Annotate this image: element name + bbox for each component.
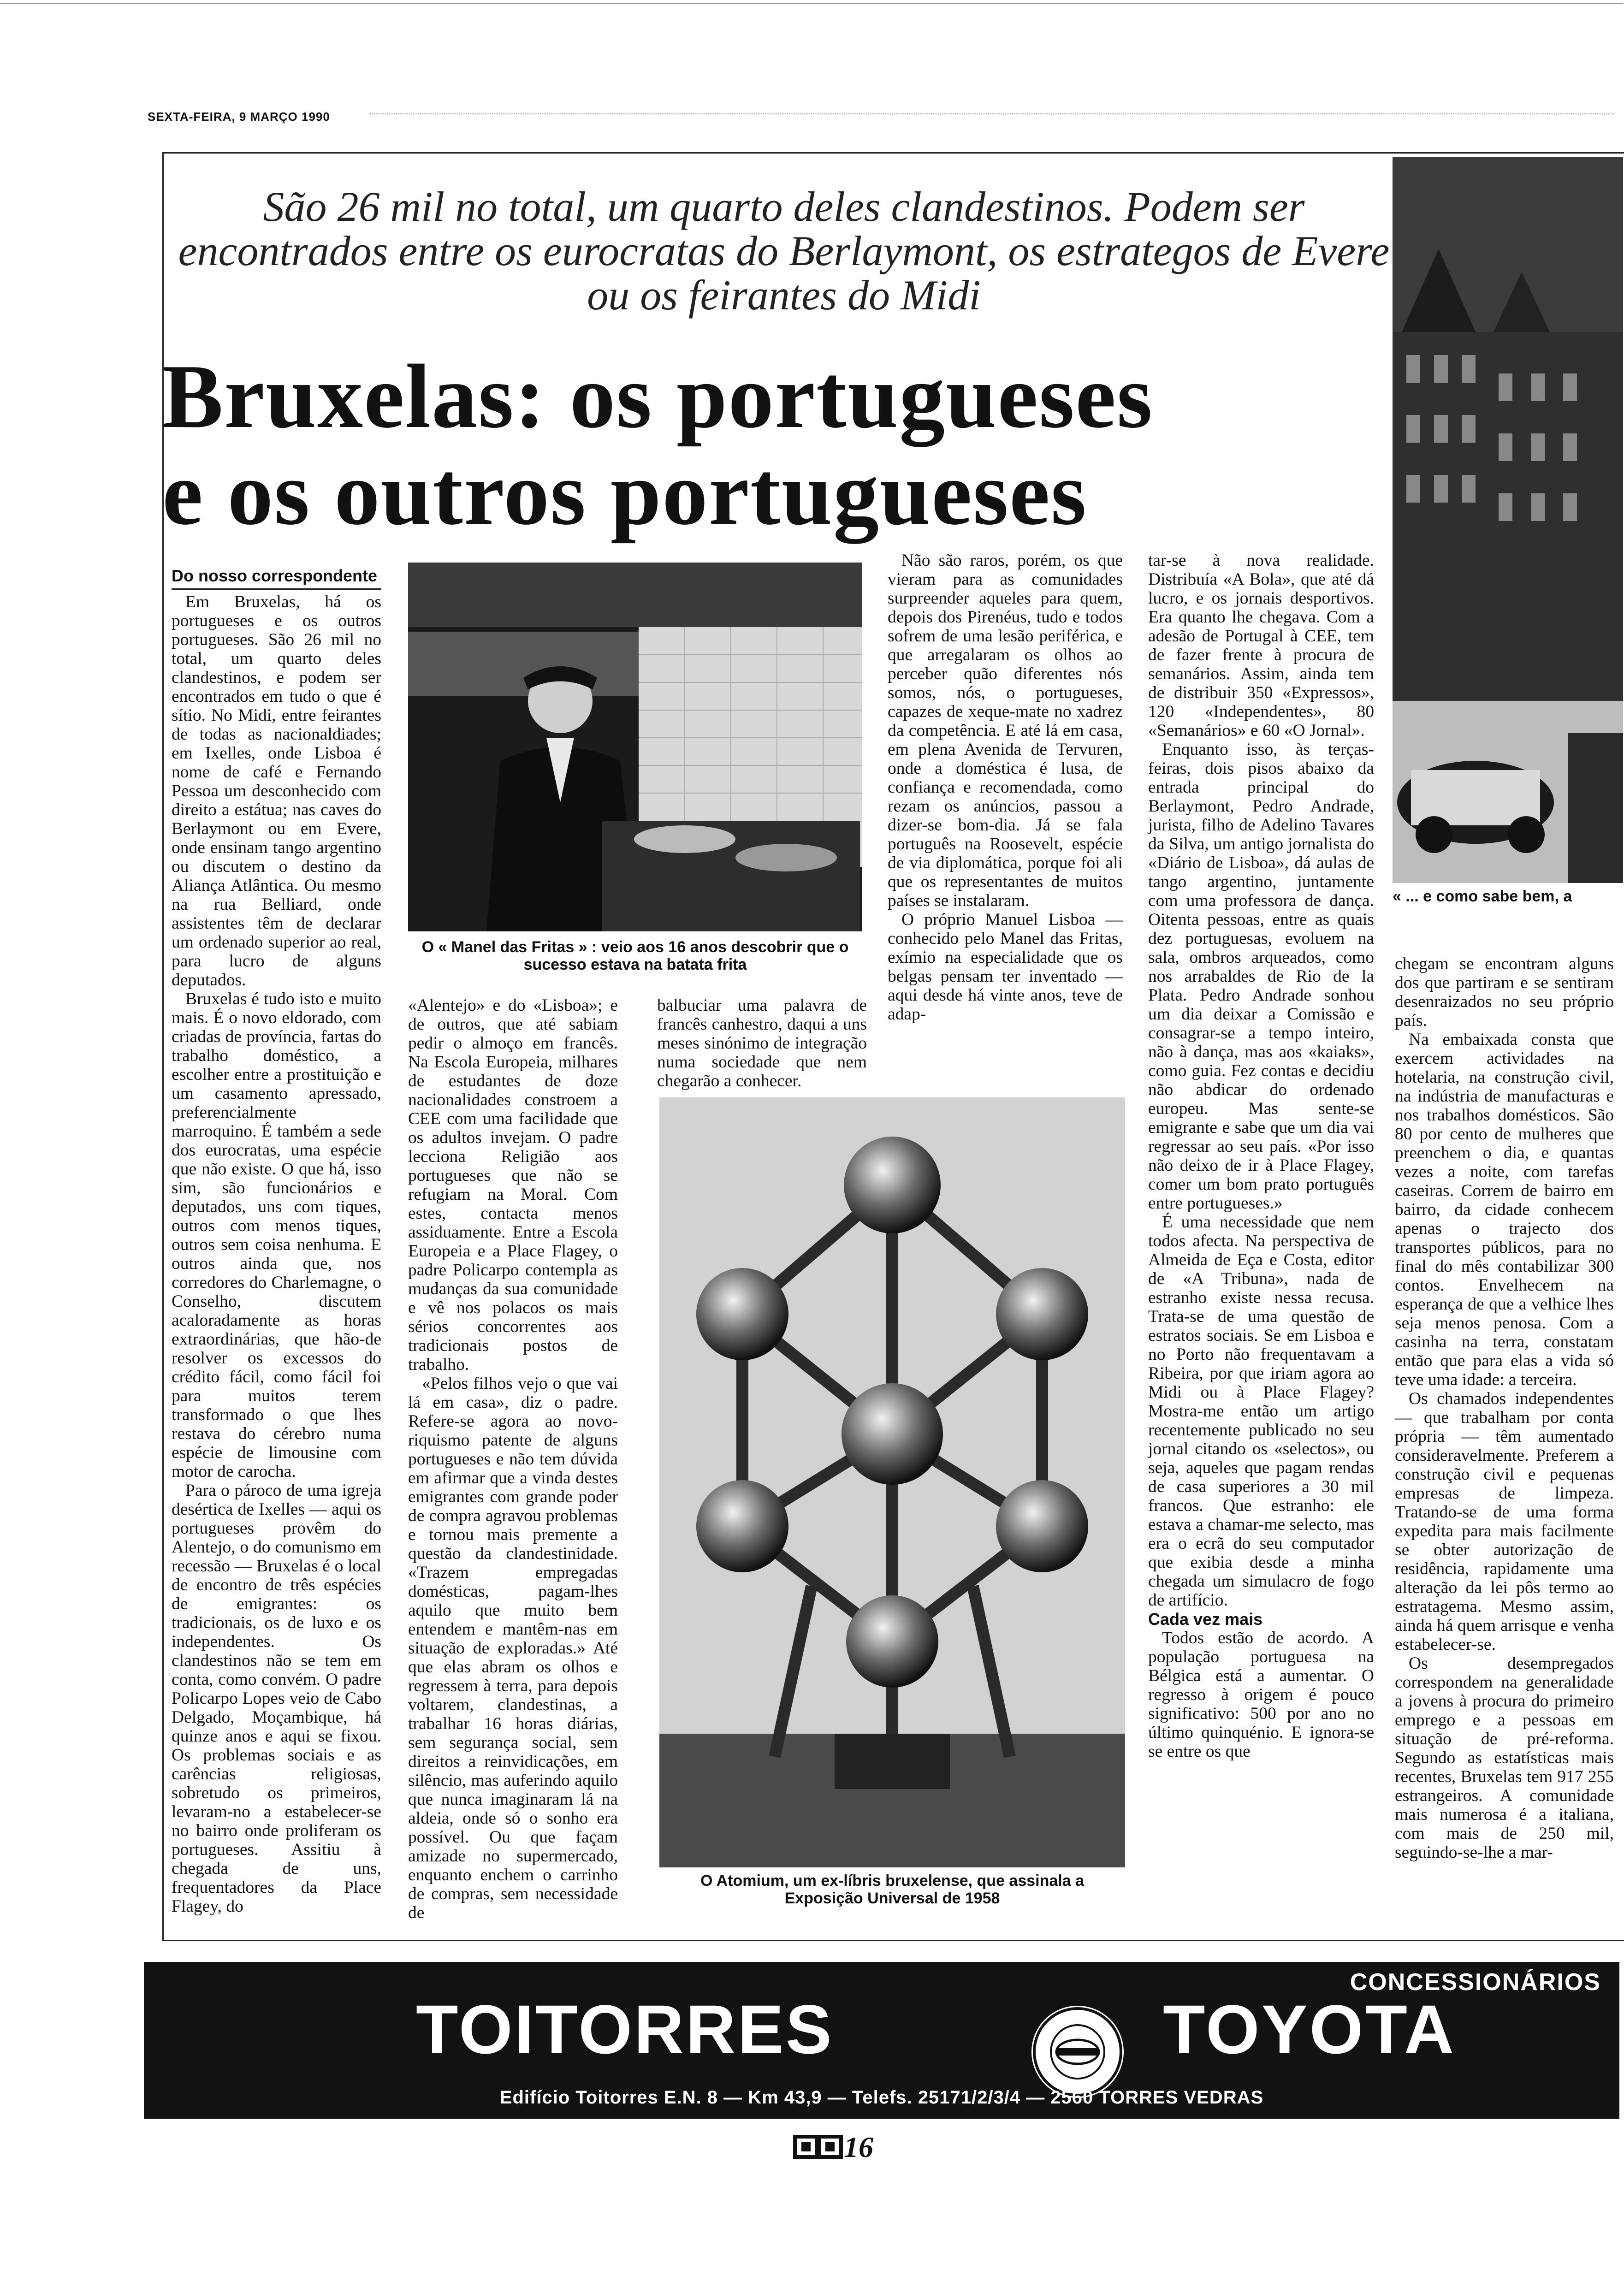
paragraph: «Alentejo» e do «Lisboa»; e de outros, que até sabiam pedir o almoço em francês. Na Escola Europeia, milhares de estudantes de doze nacionalidades constroem a CEE com uma facilidade que os adultos invejam. O padre lecciona Religião aos portugueses que não se refugiam na Moral. Com estes, contacta menos assiduamente. Entre a Escola Europeia e a Place Flagey, o padre Policarpo contempla as mudanças da sua comunidade e vê nos polacos os mais sérios concorrentes aos tradicionais postos de trabalho.: [408, 996, 618, 1374]
right-photo-caption: « ... e como sabe bem, a: [1393, 888, 1572, 905]
paragraph: Bruxelas é tudo isto e muito mais. É o novo eldorado, com criadas de província, fartas do trabalho doméstico, a escolher entre a prostituição e um casamento apressado, preferencialmente marroquino. É também a sede dos eurocratas, uma espécie que não existe. O que há, isso sim, são funcionários e deputados, uns com tiques, outros com menos tiques, outros sem coisa nenhuma. E outros ainda que, nos corredores do Charlemagne, o Conselho, discutem acaloradamente as horas extraordinárias, que hão-de resolver os excessos do crédito fácil, como fácil foi para muitos terem transformado o que lhes restava do cérebro numa espécie de limousine com motor de carocha.: [172, 989, 381, 1481]
paragraph: tar-se à nova realidade. Distribuía «A Bola», que até dá lucro, e os jornais desportivos. Era quanto lhe chegava. Com a adesão de Portugal à CEE, tem de fazer frente à procura de semanários. Assim, ainda tem de distribuir 350 «Expressos», 120 «Independentes», 80 «Semanários» e 60 «O Jornal».: [1148, 551, 1374, 740]
article-column-5: [1148, 551, 1374, 1916]
manel-illustration: [408, 563, 862, 931]
article-kicker: São 26 mil no total, um quarto deles clandestinos. Podem ser encontrados entre os eurocratas do Berlaymont, os estrategos de Evere ou os feirantes do Midi: [178, 183, 1390, 319]
dateline-rule: [369, 113, 1614, 114]
paragraph: chegam se encontram alguns dos que partiram e se sentiram desenraizados no seu próprio país.: [1395, 954, 1614, 1030]
article-column-2: [408, 996, 618, 1922]
paragraph: É uma necessidade que nem todos afecta. Na perspectiva de Almeida de Eça e Costa, editor de «A Tribuna», nada de estranho existe nessa recusa. Trata-se de uma questão de estratos sociais. Se em Lisboa e no Porto não frequentavam a Ribeira, por que iriam agora ao Midi ou à Place Flagey? Mostra-me então um artigo recentemente publicado no seu jornal citando os «selectos», ou seja, aqueles que pagam rendas de casa superiores a 30 mil francos. Que estranho: ele estava a chamar-me selecto, mas era o ecrã do seu computador que exibia desde a minha chegada um simulacro de fogo de artifício.: [1148, 1213, 1374, 1610]
paragraph: O próprio Manuel Lisboa — conhecido pelo Manel das Fritas, exímio na especialidade que os belgas pensam ter inventado — aqui desde há vinte anos, teve de adap-: [888, 910, 1123, 1024]
toitorres-toyota-ad: [144, 1962, 1619, 2119]
paragraph: Para o pároco de uma igreja desértica de Ixelles — aqui os portugueses provêm do Alentejo, o do comunismo em recessão — Bruxelas é o local de encontro de três espécies de emigrantes: os tradicionais, os de luxo e os independentes. Os clandestinos não se tem em conta, como convém. O padre Policarpo Lopes veio de Cabo Delgado, Moçambique, há quinze anos e aqui se fixou. Os problemas sociais e as carências religiosas, sobretudo os primeiros, levaram-no a estabelecer-se no bairro onde proliferam os portugueses. Assitiu à chegada de uns, frequentadores da Place Flagey, do: [172, 1481, 381, 1916]
paragraph: Os desempregados correspondem na generalidade a jovens à procura do primeiro emprego e a pessoas em situação de pré-reforma. Segundo as estatísticas mais recentes, Bruxelas tem 917 255 estrangeiros. A comunidade mais numerosa é a italiana, com mais de 250 mil, seguindo-se-lhe a mar-: [1395, 1654, 1614, 1862]
grand-place-illustration: [1393, 157, 1623, 883]
paragraph: Na embaixada consta que exercem actividades na hotelaria, na construção civil, na indústria de manufacturas e nos trabalhos domésticos. São 80 por cento de mulheres que preenchem o dia, e quantas vezes a noite, com tarefas caseiras. Correm de bairro em bairro, da cidade conhecem apenas o trajecto dos transportes públicos, para no final do mês contabilizar 300 contos. Envelhecem na esperança de que a velhice lhes seja menos penosa. Com a casinha na terra, constatam então que para elas a vida só teve uma idade: a terceira.: [1395, 1030, 1614, 1389]
grand-place-photo: [1393, 157, 1623, 883]
ad-name-left: TOITORRES: [416, 1991, 834, 2068]
atomium-illustration: [659, 1097, 1125, 1867]
article-column-4: [888, 551, 1123, 1067]
paragraph: «Pelos filhos vejo o que vai lá em casa», diz o padre. Refere-se agora ao novo-riquismo patente de alguns portugueses e não tem dúvida em afirmar que a vinda destes emigrantes com grande poder de compra agravou problemas e tornou mais premente a questão da clandestinidade. «Trazem empregadas domésticas, pagam-lhes aquilo que muito bem entendem e mantêm-nas em situação de exploradas.» Até que elas abram os olhos e regressem à terra, para depois voltarem, clandestinas, a trabalhar 16 horas diárias, sem segurança social, sem direitos a reinvidicações, em silêncio, mas auferindo aquilo que nunca imaginaram lá na aldeia, onde só o sonho era possível. Ou que façam amizade no supermercado, enquanto enchem o carrinho de compras, sem necessidade de: [408, 1374, 618, 1922]
byline: Do nosso correspondente: [172, 566, 381, 590]
publication-logo: [793, 2135, 843, 2159]
manel-das-fritas-photo: [408, 563, 862, 931]
paragraph: Os chamados independentes — que trabalham por conta própria — têm aumentado consideravelmente. Preferem a construção civil e pequenas empresas de limpeza. Tratando-se de uma forma expedita para mais facilmente se obter autorização de residência, rapidamente uma alteração da lei pôs termo ao estratagema. Mesmo assim, ainda há quem arrisque e venha estabelecer-se.: [1395, 1389, 1614, 1654]
dateline: SEXTA-FEIRA, 9 MARÇO 1990: [148, 110, 330, 124]
paragraph: Enquanto isso, às terças-feiras, dois pisos abaixo da entrada principal do Berlaymont, Pedro Andrade, jurista, filho de Adelino Tavares da Silva, um antigo jornalista do «Diário de Lisboa», dá aulas de tango argentino, juntamente com uma professora de dança. Oitenta pessoas, entre as quais dez portuguesas, evoluem na sala, ombros arqueados, como nos arrabaldes de Rio de la Plata. Pedro Andrade sonhou um dia deixar a Comissão e consagrar-se a tempo inteiro, não à dança, mas aos «kaiaks», como guia. Fez contas e decidiu não abdicar do ordenado europeu. Mas sente-se emigrante e sabe que um dia vai regressar ao seu país. «Por isso não deixo de ir à Place Flagey, comer um bom prato português entre portugueses.»: [1148, 740, 1374, 1213]
ad-tagline: CONCESSIONÁRIOS: [1350, 1969, 1601, 1996]
paragraph: Todos estão de acordo. A população portuguesa na Bélgica está a aumentar. O regresso à origem é pouco significativo: 500 por ano no último quinquénio. E ignora-se se entre os que: [1148, 1629, 1374, 1761]
section-subhead: Cada vez mais: [1148, 1610, 1263, 1629]
atomium-photo: [659, 1097, 1125, 1867]
article-column-1: [172, 592, 381, 1916]
article-headline: [162, 348, 1343, 542]
paragraph: Não são raros, porém, os que vieram para as comunidades surpreender aqueles para quem, depois dos Pirenéus, tudo e todos sofrem de uma lesão periférica, e que arregalaram os olhos ao perceber quão diferentes nós somos, nós, o portugueses, capazes de xeque-mate no xadrez da competência. E até lá em casa, em plena Avenida de Tervuren, onde a doméstica é lusa, de confiança e recomendada, como rezam os anúncios, passou a dizer-se bom-dia. Já se fala português na Roosevelt, espécie de via diplomática, porque foi ali que os representantes de muitos países se instalaram.: [888, 551, 1123, 910]
top-rule: [0, 3, 1623, 4]
headline-line-1: Bruxelas: os portugueses: [162, 346, 1154, 447]
article-column-6: [1395, 954, 1614, 1918]
ad-name-right: TOYOTA: [1163, 1991, 1456, 2068]
paragraph: balbuciar uma palavra de francês canhestro, daqui a uns meses sinónimo de integração numa sociedade que nem chegarão a conhecer.: [657, 996, 867, 1090]
toitorres-seal-icon: [1031, 2006, 1124, 2098]
headline-line-2: e os outros portugueses: [162, 443, 1087, 544]
ad-address: Edifício Toitorres E.N. 8 — Km 43,9 — Telefs. 25171/2/3/4 — 2560 TORRES VEDRAS: [499, 2087, 1264, 2108]
paragraph: Em Bruxelas, há os portugueses e os outros portugueses. São 26 mil no total, um quarto deles clandestinos, e podem ser encontrados em tudo o que é sítio. No Midi, entre feirantes de todas as nacionaldiades; em Ixelles, onde Lisboa é nome de café e Fernando Pessoa um desconhecido com direito a estátua; nas caves do Berlaymont ou em Evere, onde ensinam tango argentino ou discutem o destino da Aliança Atlântica. Ou mesmo na rua Belliard, onde assistentes têm de declarar um ordenado superior ao real, para lucro de alguns deputados.: [172, 592, 381, 989]
article-column-3: [657, 996, 867, 1088]
ad-seal: [1031, 2006, 1124, 2098]
manel-photo-caption: O « Manel das Fritas » : veio aos 16 anos descobrir que o sucesso estava na batata frita: [421, 938, 849, 973]
publication-logo-icon: [793, 2135, 843, 2159]
page-number: 16: [844, 2131, 873, 2163]
atomium-photo-caption: O Atomium, um ex-líbris bruxelense, que assinala a Exposição Universal de 1958: [700, 1872, 1084, 1907]
